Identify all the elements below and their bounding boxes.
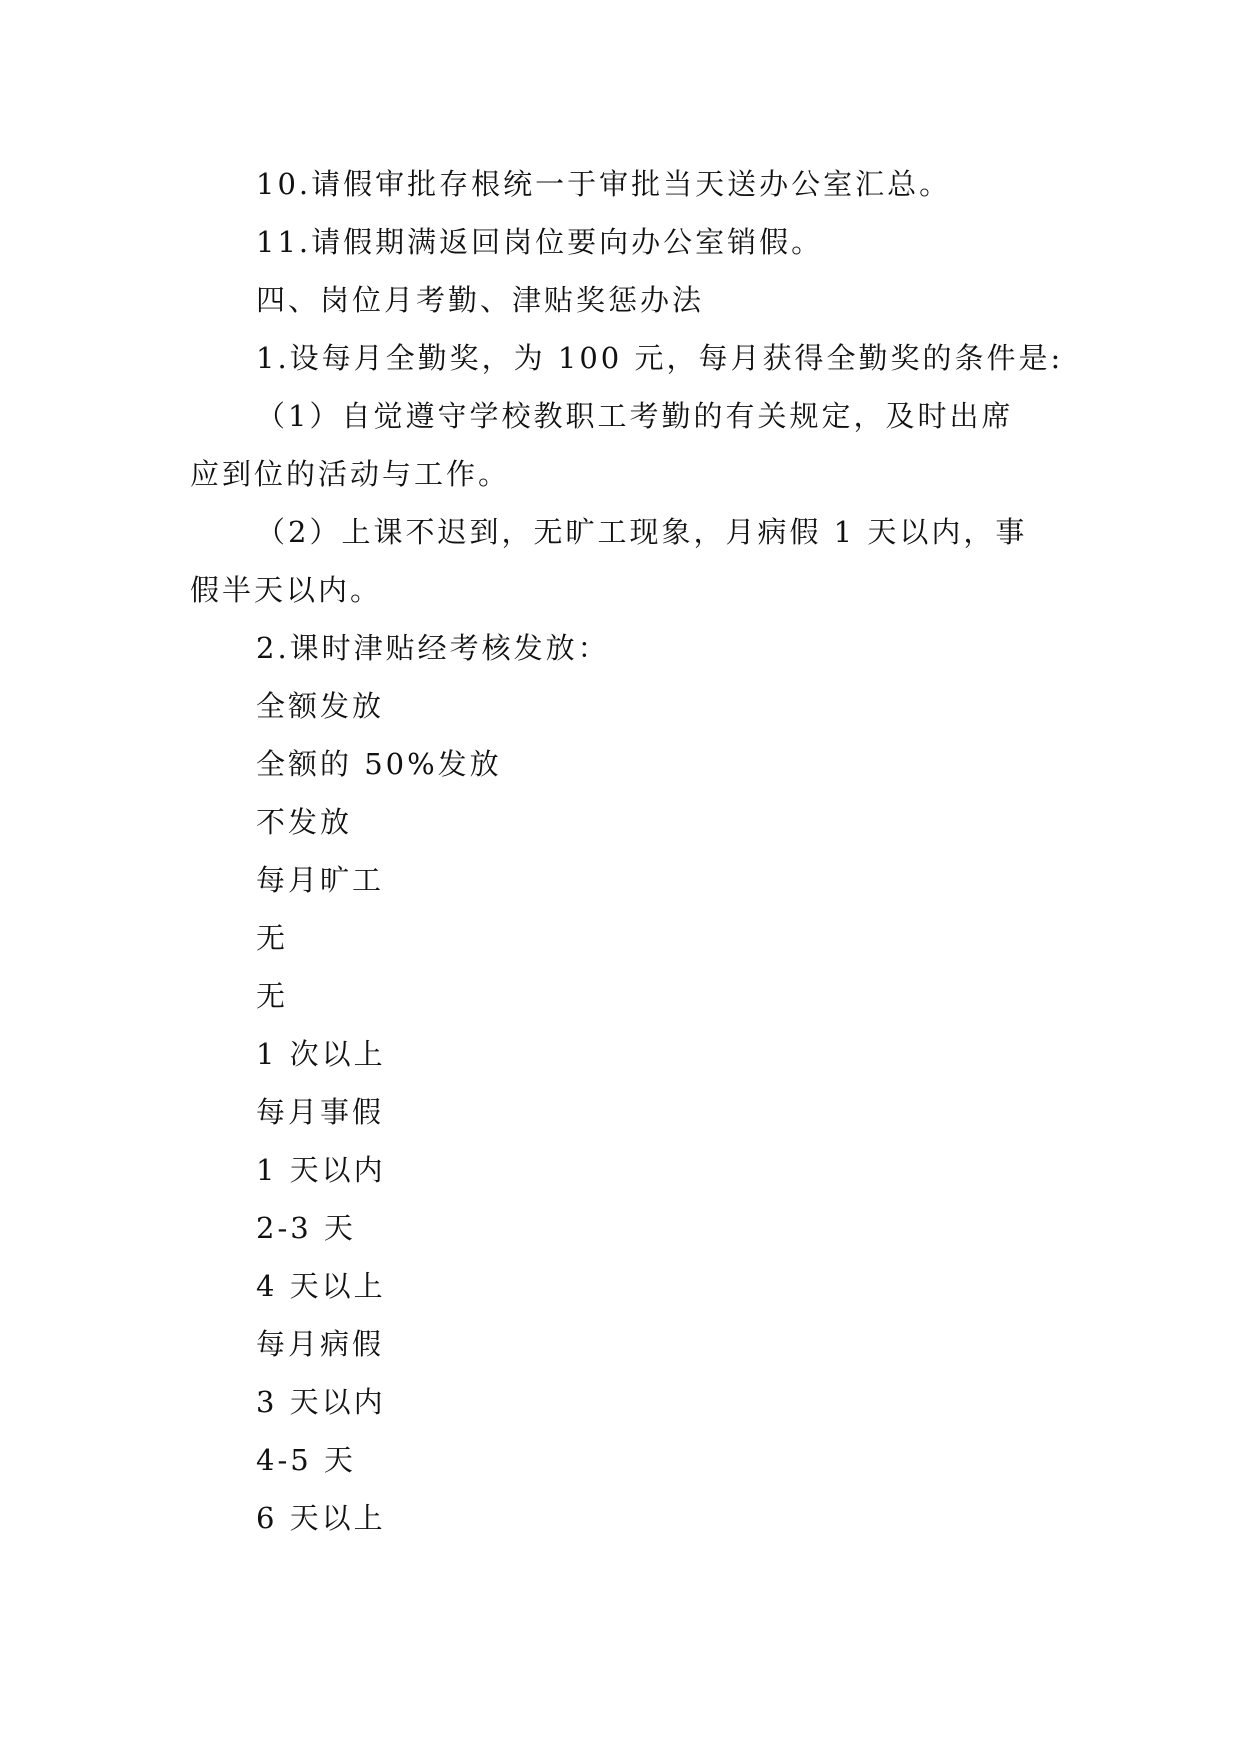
- list-item: 6 天以上: [256, 1501, 386, 1535]
- text-line: 假半天以内。: [190, 573, 383, 607]
- list-item: 3 天以内: [256, 1385, 386, 1419]
- list-item: 2-3 天: [256, 1211, 356, 1245]
- list-item: 1 天以内: [256, 1153, 386, 1187]
- text-line: （1）自觉遵守学校教职工考勤的有关规定，及时出席: [256, 399, 1014, 433]
- text-line: 2.课时津贴经考核发放：: [256, 631, 610, 665]
- list-item: 全额的 50%发放: [256, 747, 502, 781]
- text-line: 11.请假期满返回岗位要向办公室销假。: [256, 225, 824, 259]
- list-item: 4 天以上: [256, 1269, 386, 1303]
- section-heading: 四、岗位月考勤、津贴奖惩办法: [256, 283, 705, 317]
- list-item: 无: [256, 979, 289, 1013]
- list-item: 无: [256, 921, 289, 955]
- list-item: 不发放: [256, 805, 353, 839]
- text-line: 10.请假审批存根统一于审批当天送办公室汇总。: [256, 167, 952, 201]
- list-item: 1 次以上: [256, 1037, 386, 1071]
- list-item: 4-5 天: [256, 1443, 356, 1477]
- list-item: 全额发放: [256, 689, 385, 723]
- text-line: 应到位的活动与工作。: [190, 457, 511, 491]
- list-item: 每月旷工: [256, 863, 385, 897]
- list-item: 每月事假: [256, 1095, 385, 1129]
- text-line: （2）上课不迟到，无旷工现象，月病假 1 天以内，事: [256, 515, 1028, 549]
- list-item: 每月病假: [256, 1327, 385, 1361]
- text-line: 1.设每月全勤奖，为 100 元，每月获得全勤奖的条件是:: [256, 341, 1064, 375]
